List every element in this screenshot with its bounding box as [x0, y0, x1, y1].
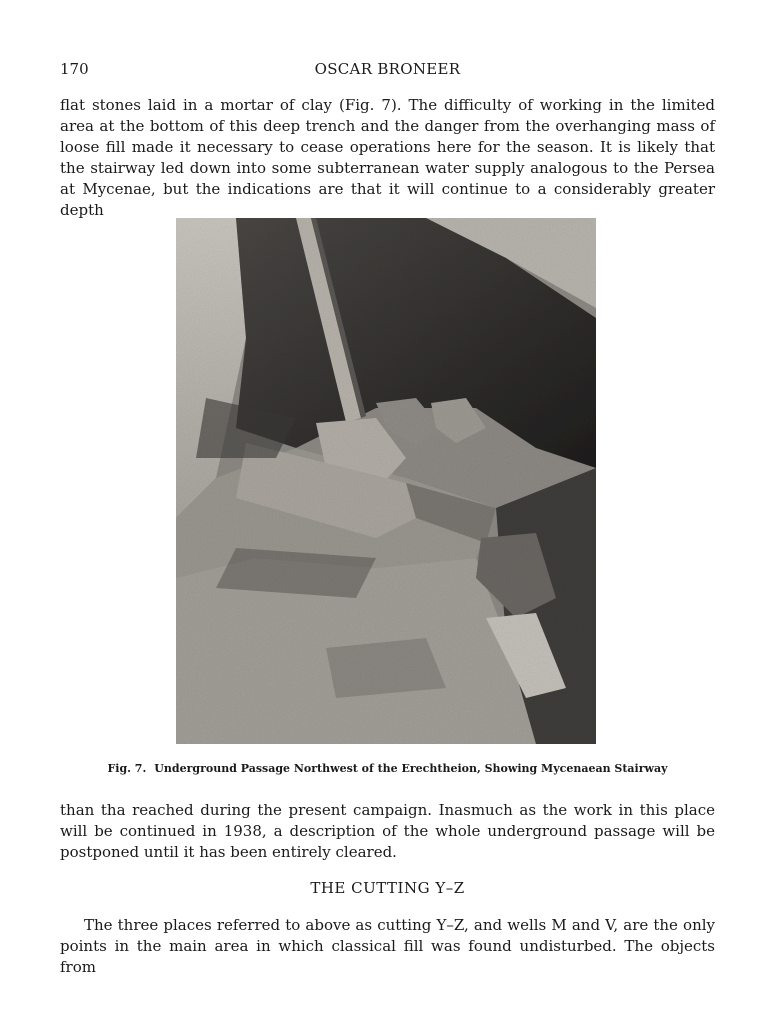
page-number: 170 [60, 60, 89, 78]
section-heading: THE CUTTING Y–Z [310, 879, 465, 897]
paragraph-2: than tha reached during the present campaign. Inasmuch as the work in this place will be continued in 1938, a description of the whole underground passage will be postponed until it has been entirely cleared. [60, 801, 715, 861]
paragraph-3: The three places referred to above as cutting Y–Z, and wells M and V, are the only points in the main area in which classical fill was found undisturbed. The objects from [60, 916, 715, 976]
figure-caption [60, 762, 715, 775]
figure-caption-text: Underground Passage Northwest of the Erechtheion, Showing Mycenaean Stairway [154, 762, 668, 775]
page-header [60, 60, 715, 82]
excavation-photograph [176, 218, 596, 744]
paragraph-1: flat stones laid in a mortar of clay (Fig. 7). The difficulty of working in the limited area at the bottom of this deep trench and the danger from the overhanging mass of loose fill made it necessary to cease operations here for the season. It is likely that the stairway led down into some subterranean water supply analogous to the Persea at Mycenae, but the indications are that it will continue to a considerably greater depth [60, 96, 715, 219]
running-title: OSCAR BRONEER [314, 60, 461, 78]
figure-label: Fig. 7. [107, 762, 147, 775]
